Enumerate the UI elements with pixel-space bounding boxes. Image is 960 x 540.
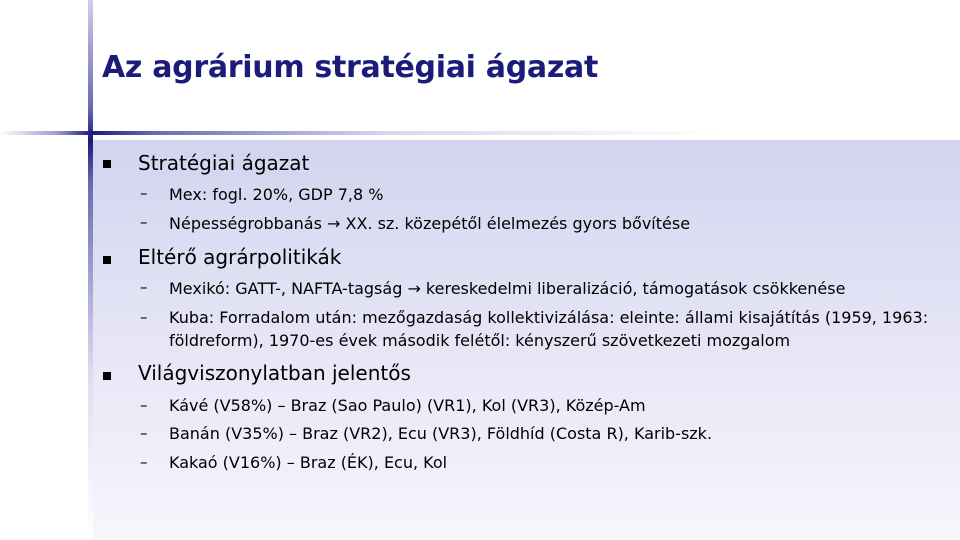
sub-bullet-dash: –	[140, 453, 148, 471]
bullet-square-icon	[103, 256, 111, 264]
list-item: Banán (V35%) – Braz (VR2), Ecu (VR3), Földhíd (Costa R), Karib-szk.	[169, 424, 713, 443]
sub-bullet-dash: –	[140, 184, 148, 202]
bullet-square-icon	[103, 160, 111, 168]
list-item: Mex: fogl. 20%, GDP 7,8 %	[169, 185, 384, 204]
sub-bullet-dash: –	[140, 308, 148, 326]
sub-bullet-dash: –	[140, 424, 148, 442]
section-heading: Eltérő agrárpolitikák	[138, 245, 342, 269]
list-item: Kávé (V58%) – Braz (Sao Paulo) (VR1), Kol (VR3), Közép-Am	[169, 396, 646, 415]
sub-bullet-dash: –	[140, 396, 148, 414]
section-heading: Világviszonylatban jelentős	[138, 361, 411, 385]
list-item: Mexikó: GATT-, NAFTA-tagság → kereskedelmi liberalizáció, támogatások csökkenése	[169, 279, 846, 298]
sub-bullet-dash: –	[140, 278, 148, 296]
section-heading: Stratégiai ágazat	[138, 151, 310, 175]
sub-bullet-dash: –	[140, 213, 148, 231]
list-item: Kuba: Forradalom után: mezőgazdaság kollektivizálása: eleinte: állami kisajátítás (1959, 1963: földreform), 1970-es évek második felétől: kényszerű szövetkezeti mozgalom	[169, 308, 929, 350]
bullet-square-icon	[103, 372, 111, 380]
list-item: Kakaó (V16%) – Braz (ÉK), Ecu, Kol	[169, 453, 448, 472]
slide-title: Az agrárium stratégiai ágazat	[102, 50, 598, 85]
list-item: Népességrobbanás → XX. sz. közepétől élelmezés gyors bővítése	[169, 214, 691, 233]
